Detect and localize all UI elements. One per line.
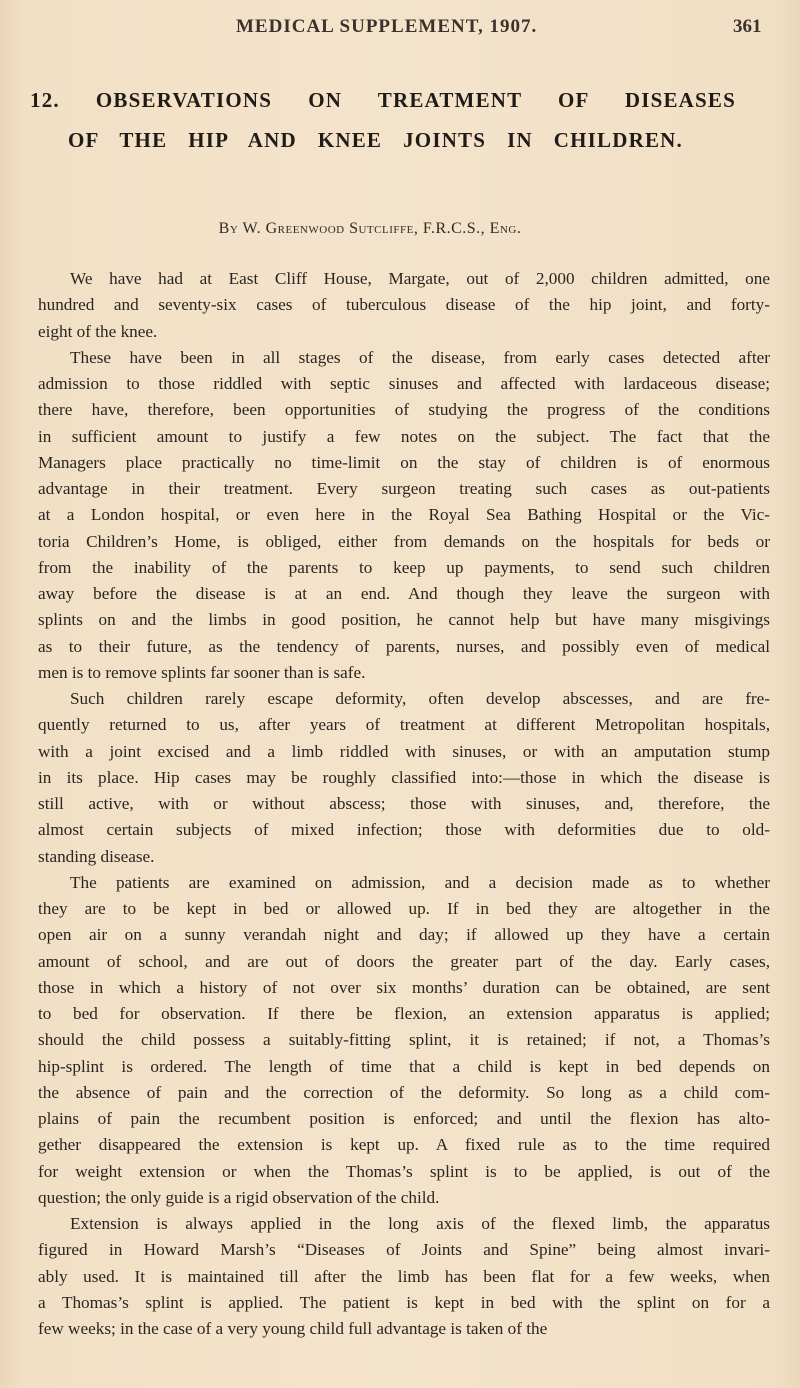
- text-line: those in which a history of not over six months’ duration can be obtained, are sent: [38, 977, 770, 997]
- text-line: figured in Howard Marsh’s “Diseases of Joints and Spine” being almost invari-: [38, 1240, 770, 1260]
- text-line: should the child possess a suitably-fitting splint, it is retained; if not, a Thomas’s: [38, 1030, 770, 1050]
- paragraph: [38, 345, 770, 686]
- author-byline: By W. Greenwood Sutcliffe, F.R.C.S., Eng.: [218, 220, 522, 237]
- text-line: the absence of pain and the correction of the deformity. So long as a child com-: [38, 1082, 770, 1102]
- text-line: in its place. Hip cases may be roughly classified into:—those in which the disease is: [38, 767, 770, 787]
- text-line: open air on a sunny verandah night and day; if allowed up they have a certain: [38, 925, 770, 945]
- text-line: toria Children’s Home, is obliged, either from demands on the hospitals for beds or: [38, 531, 770, 551]
- paragraph: [38, 266, 770, 345]
- text-line: in sufficient amount to justify a few notes on the subject. The fact that the: [38, 426, 770, 446]
- text-line: as to their future, as the tendency of parents, nurses, and possibly even of medical: [38, 636, 770, 656]
- text-line: Extension is always applied in the long axis of the flexed limb, the apparatus: [70, 1214, 770, 1233]
- text-line: men is to remove splints far sooner than is safe.: [38, 662, 366, 682]
- text-line: plains of pain the recumbent position is enforced; and until the flexion has alto-: [38, 1109, 770, 1128]
- article-title-line-1: 12. OBSERVATIONS ON TREATMENT OF DISEASES: [30, 88, 736, 112]
- text-line: from the inability of the parents to keep up payments, to send such children: [38, 557, 770, 577]
- text-line: hundred and seventy-six cases of tuberculous disease of the hip joint, and forty-: [38, 295, 770, 315]
- text-line: The patients are examined on admission, and a decision made as to whether: [70, 872, 770, 892]
- paragraph: [38, 686, 770, 870]
- text-line: few weeks; in the case of a very young child full advantage is taken of the: [38, 1319, 548, 1338]
- text-line: for weight extension or when the Thomas’s splint is to be applied, is out of the: [38, 1161, 770, 1181]
- text-line: Such children rarely escape deformity, often develop abscesses, and are fre-: [70, 689, 770, 708]
- paragraph: [38, 870, 770, 1211]
- page-number: 361: [733, 16, 762, 37]
- text-line: at a London hospital, or even here in the Royal Sea Bathing Hospital or the Vic-: [38, 505, 770, 525]
- text-line: advantage in their treatment. Every surgeon treating such cases as out-patients: [38, 479, 770, 498]
- text-line: with a joint excised and a limb riddled with sinuses, or with an amputation stump: [38, 741, 770, 761]
- article-body: [38, 266, 770, 1342]
- text-line: eight of the knee.: [38, 321, 158, 341]
- text-line: they are to be kept in bed or allowed up. If in bed they are altogether in the: [38, 899, 770, 918]
- text-line: admission to those riddled with septic sinuses and affected with lardaceous disease;: [38, 374, 770, 393]
- text-line: hip-splint is ordered. The length of time that a child is kept in bed depends on: [38, 1056, 770, 1076]
- text-line: quently returned to us, after years of treatment at different Metropolitan hospitals,: [38, 715, 770, 735]
- text-line: gether disappeared the extension is kept up. A fixed rule as to the time required: [38, 1135, 770, 1155]
- text-line: ably used. It is maintained till after the limb has been flat for a few weeks, when: [38, 1266, 770, 1286]
- text-line: still active, with or without abscess; those with sinuses, and, therefore, the: [38, 794, 770, 813]
- text-line: a Thomas’s splint is applied. The patient is kept in bed with the splint on for a: [38, 1292, 770, 1312]
- text-line: there have, therefore, been opportunities of studying the progress of the conditions: [38, 400, 770, 420]
- text-line: Managers place practically no time-limit on the stay of children is of enormous: [38, 452, 770, 472]
- text-line: splints on and the limbs in good position, he cannot help but have many misgivings: [38, 610, 770, 630]
- paragraph: [38, 1211, 770, 1342]
- running-header: [0, 16, 800, 40]
- running-title: MEDICAL SUPPLEMENT, 1907.: [236, 16, 538, 37]
- text-line: amount of school, and are out of doors the greater part of the day. Early cases,: [38, 951, 770, 971]
- text-line: away before the disease is at an end. And though they leave the surgeon with: [38, 584, 770, 603]
- text-line: These have been in all stages of the disease, from early cases detected after: [70, 347, 770, 367]
- text-line: almost certain subjects of mixed infection; those with deformities due to old-: [38, 820, 770, 840]
- article-title-line-2: OF THE HIP AND KNEE JOINTS IN CHILDREN.: [68, 128, 683, 152]
- text-line: standing disease.: [38, 846, 155, 866]
- text-line: We have had at East Cliff House, Margate, out of 2,000 children admitted, one: [70, 269, 770, 288]
- text-line: question; the only guide is a rigid observation of the child.: [38, 1187, 440, 1207]
- text-line: to bed for observation. If there be flexion, an extension apparatus is applied;: [38, 1004, 770, 1023]
